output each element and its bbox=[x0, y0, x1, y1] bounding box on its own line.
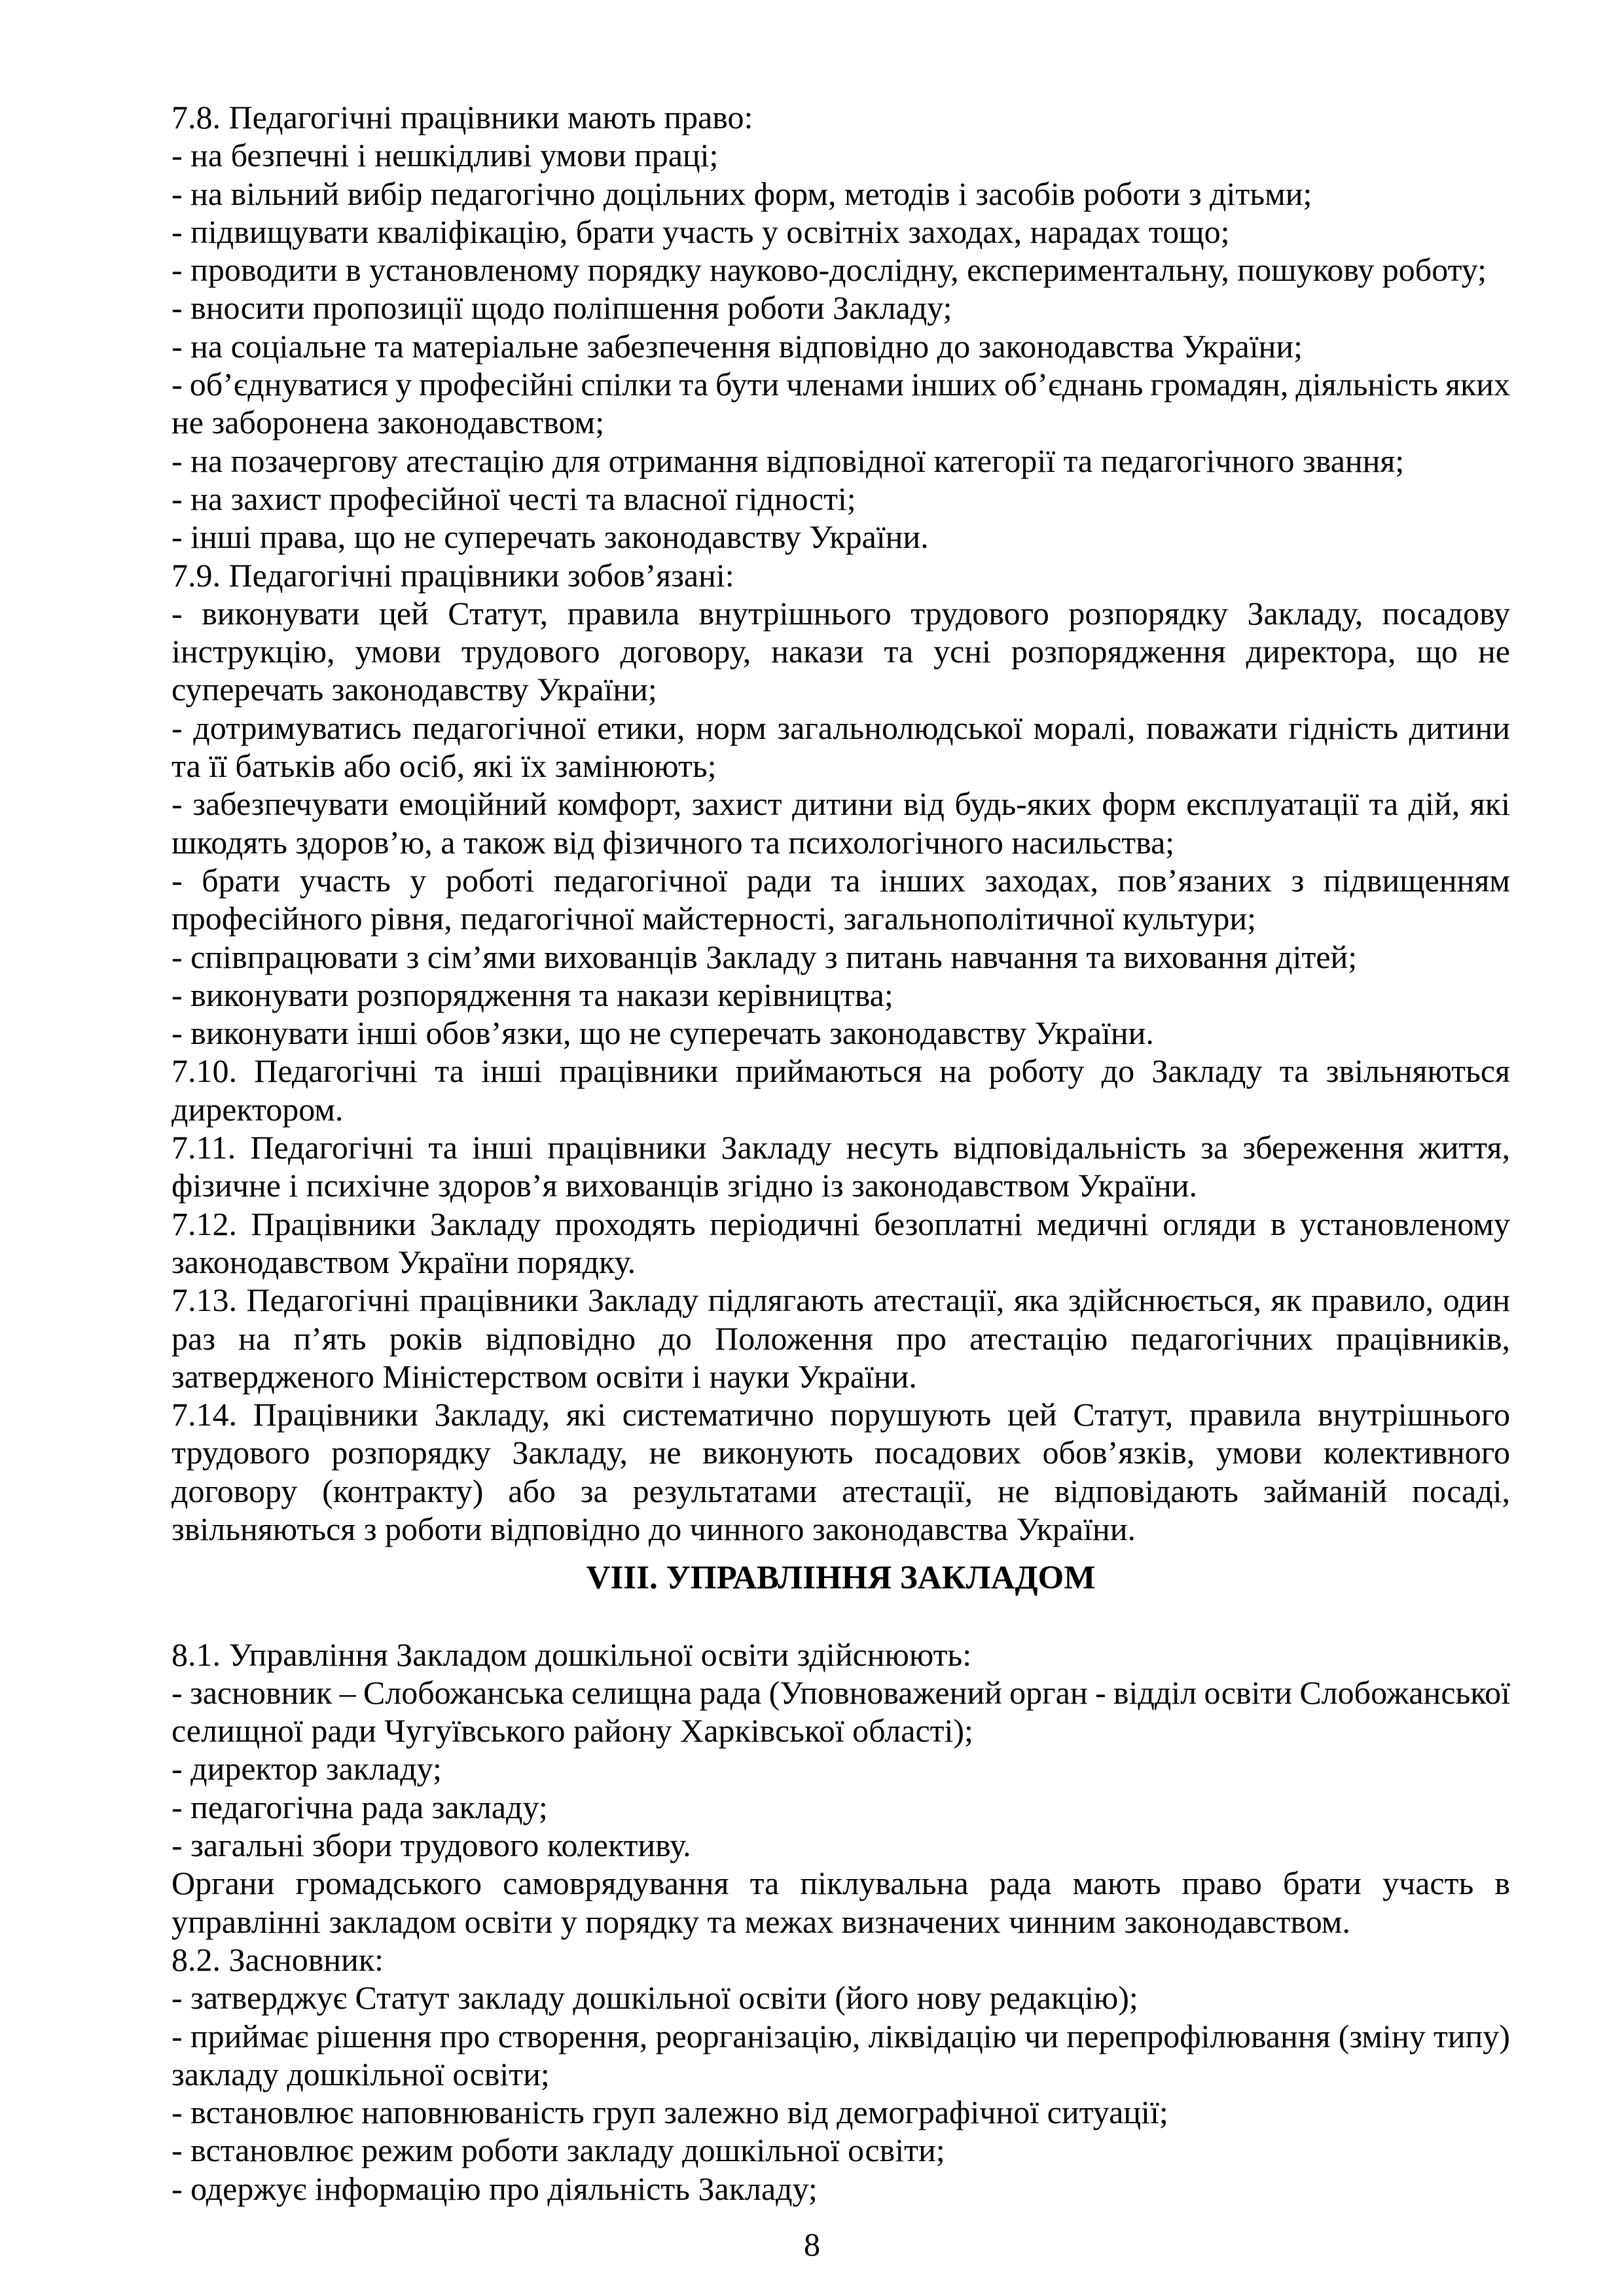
text-line: 7.10. Педагогічні та інші працівники приймаються на роботу до Закладу та звільняються bbox=[171, 1052, 1511, 1090]
paragraph bbox=[171, 1014, 1510, 1052]
paragraph bbox=[171, 442, 1510, 480]
paragraph bbox=[171, 1979, 1510, 2017]
text-line: - об’єднуватися у професійні спілки та бути членами інших об’єднань громадян, діяльність яких bbox=[171, 366, 1511, 403]
paragraph bbox=[171, 556, 1510, 594]
text-line: - директор закладу; bbox=[171, 1750, 442, 1787]
text-line: не заборонена законодавством; bbox=[171, 404, 605, 441]
paragraph bbox=[171, 1052, 1510, 1128]
paragraph bbox=[171, 1205, 1510, 1282]
text-line: - співпрацювати з сім’ями вихованців Закладу з питань навчання та виховання дітей; bbox=[171, 938, 1358, 975]
text-line: суперечать законодавству України; bbox=[171, 671, 657, 708]
text-line: - на вільний вибір педагогічно доцільних форм, методів і засобів роботи з дітьми; bbox=[171, 175, 1312, 212]
paragraph bbox=[171, 175, 1510, 213]
text-line: - виконувати інші обов’язки, що не суперечать законодавству України. bbox=[171, 1014, 1154, 1052]
paragraph bbox=[171, 861, 1510, 938]
paragraph bbox=[171, 709, 1510, 785]
text-line: 7.11. Педагогічні та інші працівники Закладу несуть відповідальність за збереження життя, bbox=[171, 1129, 1510, 1166]
text-line: - виконувати цей Статут, правила внутрішнього трудового розпорядку Закладу, посадову bbox=[171, 594, 1510, 632]
text-line: - на захист професійної честі та власної гідності; bbox=[171, 480, 856, 517]
text-line: - засновник – Слобожанська селищна рада (Уповноважений орган - відділ освіти Слобожанської bbox=[171, 1674, 1510, 1711]
paragraph bbox=[171, 518, 1510, 556]
text-line: трудового розпорядку Закладу, не виконують посадових обов’язків, умови колективного bbox=[171, 1434, 1510, 1471]
text-line: - інші права, що не суперечать законодавству України. bbox=[171, 518, 929, 556]
paragraph bbox=[171, 938, 1510, 976]
paragraph bbox=[171, 1864, 1510, 1941]
text-line: законодавством України порядку. bbox=[171, 1243, 636, 1280]
text-line: 7.13. Педагогічні працівники Закладу підлягають атестації, яка здійснюється, як правило, один bbox=[171, 1282, 1511, 1319]
text-line: 7.9. Педагогічні працівники зобов’язані: bbox=[171, 556, 734, 594]
paragraph bbox=[171, 976, 1510, 1014]
paragraph bbox=[171, 98, 1510, 136]
text-line: - брати участь у роботі педагогічної ради та інших заходах, пов’язаних з підвищенням bbox=[171, 861, 1511, 899]
text-line: закладу дошкільної освіти; bbox=[171, 2055, 550, 2092]
paragraph bbox=[171, 213, 1510, 251]
text-line: - підвищувати кваліфікацію, брати участь у освітніх заходах, нарадах тощо; bbox=[171, 213, 1230, 250]
paragraph bbox=[171, 136, 1510, 174]
text-line: - забезпечувати емоційний комфорт, захист дитини від будь-яких форм експлуатації та дій, які bbox=[171, 785, 1510, 823]
paragraph bbox=[171, 1281, 1510, 1395]
paragraph bbox=[171, 327, 1510, 365]
text-line: договору (контракту) або за результатами атестації, не відповідають займаній посаді, bbox=[171, 1472, 1511, 1509]
text-line: - дотримуватись педагогічної етики, норм загальнолюдської моралі, поважати гідність дитини bbox=[171, 709, 1510, 746]
text-line: - на безпечні і нешкідливі умови праці; bbox=[171, 137, 719, 174]
text-line: - педагогічна рада закладу; bbox=[171, 1788, 548, 1825]
text-line: - проводити в установленому порядку науково-дослідну, експериментальну, пошукову роботу; bbox=[171, 251, 1487, 289]
paragraph bbox=[171, 785, 1510, 861]
text-line: 8.2. Засновник: bbox=[171, 1941, 384, 1978]
text-line: шкодять здоров’ю, а також від фізичного та психологічного насильства; bbox=[171, 823, 1175, 861]
text-line: звільняються з роботи відповідно до чинного законодавства України. bbox=[171, 1510, 1136, 1547]
paragraph bbox=[171, 1788, 1510, 1826]
paragraph bbox=[171, 289, 1510, 327]
paragraph bbox=[171, 2017, 1510, 2094]
paragraph bbox=[171, 251, 1510, 289]
paragraph bbox=[171, 1636, 1510, 1674]
text-line: та її батьків або осіб, які їх замінюють; bbox=[171, 747, 717, 785]
text-line: 7.14. Працівники Закладу, які систематично порушують цей Статут, правила внутрішнього bbox=[171, 1396, 1511, 1433]
text-line: - одержує інформацію про діяльність Закладу; bbox=[171, 2170, 818, 2207]
text-line: - на позачергову атестацію для отримання відповідної категорії та педагогічного звання; bbox=[171, 442, 1405, 479]
text-line: 8.1. Управління Закладом дошкільної освіти здійснюють: bbox=[171, 1636, 972, 1673]
paragraph bbox=[171, 2093, 1510, 2131]
text-line: управлінні закладом освіти у порядку та межах визначених чинним законодавством. bbox=[171, 1903, 1350, 1940]
text-line: - затверджує Статут закладу дошкільної освіти (його нову редакцію); bbox=[171, 1979, 1138, 2017]
paragraph bbox=[171, 1674, 1510, 1750]
text-line: - приймає рішення про створення, реорганізацію, ліквідацію чи перепрофілювання (зміну типу) bbox=[171, 2017, 1510, 2054]
paragraph bbox=[171, 2131, 1510, 2169]
paragraph bbox=[171, 1128, 1510, 1205]
section-heading bbox=[171, 1559, 1510, 1597]
text-line: - на соціальне та матеріальне забезпечення відповідно до законодавства України; bbox=[171, 327, 1303, 365]
paragraph bbox=[171, 1395, 1510, 1548]
text-line: професійного рівня, педагогічної майстерності, загальнополітичної культури; bbox=[171, 900, 1257, 937]
text-line: - виконувати розпорядження та накази керівництва; bbox=[171, 976, 893, 1013]
paragraph bbox=[171, 594, 1510, 709]
text-line: - вносити пропозиції щодо поліпшення роботи Закладу; bbox=[171, 289, 952, 327]
text-line: затвердженого Міністерством освіти і науки України. bbox=[171, 1357, 917, 1395]
paragraph bbox=[171, 1941, 1510, 1979]
text-line: селищної ради Чугуївського району Харківської області); bbox=[171, 1712, 973, 1749]
paragraph bbox=[171, 365, 1510, 442]
text-line: - встановлює наповнюваність груп залежно від демографічної ситуації; bbox=[171, 2094, 1168, 2131]
text-line: інструкцію, умови трудового договору, накази та усні розпорядження директора, що не bbox=[171, 633, 1510, 670]
paragraph bbox=[171, 1749, 1510, 1787]
paragraph bbox=[171, 1826, 1510, 1864]
text-line: 7.8. Педагогічні працівники мають право: bbox=[171, 99, 753, 135]
text-line: раз на п’ять років відповідно до Положення про атестацію педагогічних працівників, bbox=[171, 1319, 1510, 1357]
paragraph bbox=[171, 2170, 1510, 2208]
heading-text: VIII. УПРАВЛІННЯ ЗАКЛАДОМ bbox=[586, 1560, 1096, 1597]
document-body bbox=[171, 98, 1510, 2208]
text-line: 7.12. Працівники Закладу проходять періодичні безоплатні медичні огляди в установленому bbox=[171, 1205, 1511, 1242]
text-line: - загальні збори трудового колективу. bbox=[171, 1827, 691, 1864]
text-line: Органи громадського самоврядування та піклувальна рада мають право брати участь в bbox=[171, 1865, 1511, 1902]
text-line: - встановлює режим роботи закладу дошкільної освіти; bbox=[171, 2132, 945, 2169]
paragraph bbox=[171, 480, 1510, 518]
text-line: директором. bbox=[171, 1090, 344, 1128]
text-line: фізичне і психічне здоров’я вихованців згідно із законодавством України. bbox=[171, 1167, 1197, 1204]
page-number: 8 bbox=[804, 2226, 820, 2263]
